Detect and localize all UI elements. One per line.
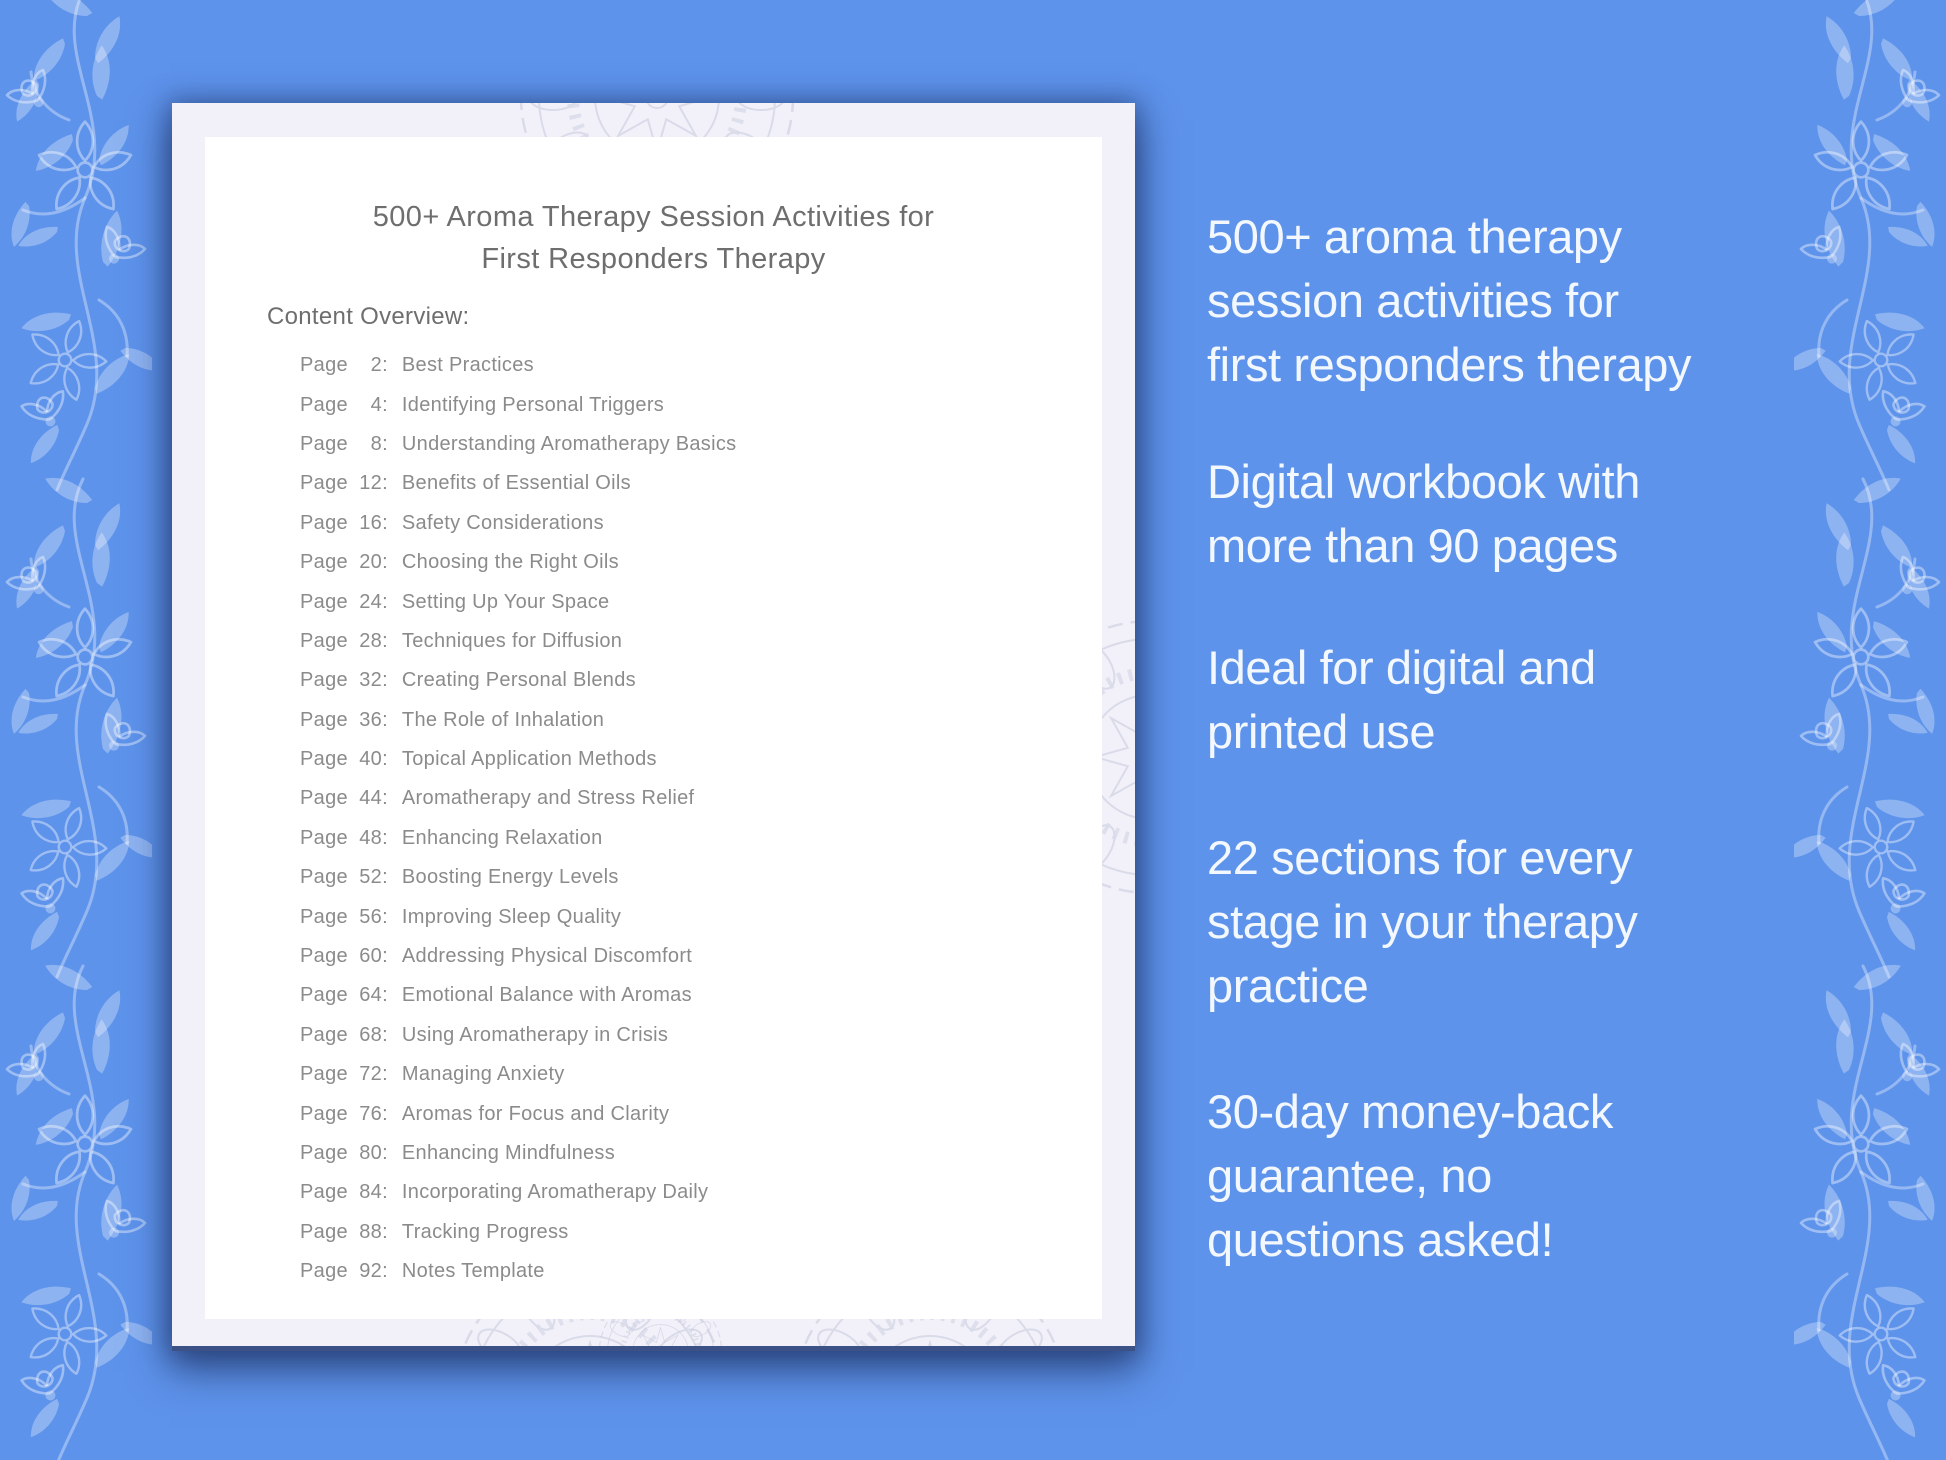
- toc-page-number: 68:: [359, 1023, 388, 1046]
- benefit-line: questions asked!: [1207, 1213, 1554, 1266]
- toc-page-label: Page: [300, 1260, 348, 1283]
- toc-page-label: Page: [300, 945, 348, 968]
- benefit-session-count: [1207, 205, 1691, 397]
- benefit-digital-workbook: [1207, 450, 1640, 578]
- toc-page-label: Page: [300, 984, 348, 1007]
- toc-item: [300, 740, 1060, 779]
- toc-item: [300, 1016, 1060, 1055]
- toc-item-title: Notes Template: [401, 1260, 545, 1283]
- toc-page-number: 12:: [359, 472, 388, 495]
- page-title-line-1: 500+ Aroma Therapy Session Activities for: [372, 201, 935, 233]
- toc-item-title: Understanding Aromatherapy Basics: [401, 432, 737, 455]
- benefit-line: guarantee, no: [1207, 1149, 1492, 1202]
- toc-item: [300, 1055, 1060, 1094]
- toc-item: [300, 858, 1060, 897]
- toc-page-number: 4:: [370, 393, 388, 416]
- toc-item: [300, 1134, 1060, 1173]
- toc-page-label: Page: [300, 1102, 348, 1125]
- toc-list: [300, 346, 1060, 1291]
- toc-page-number: 84:: [359, 1181, 388, 1204]
- toc-item-title: Benefits of Essential Oils: [401, 472, 631, 495]
- toc-page-label: Page: [300, 1063, 348, 1086]
- toc-item-title: Using Aromatherapy in Crisis: [401, 1023, 669, 1046]
- toc-page-label: Page: [300, 472, 348, 495]
- toc-page-number: 88:: [359, 1220, 388, 1243]
- benefit-line: 30-day money-back: [1207, 1085, 1613, 1138]
- toc-page-number: 20:: [359, 551, 388, 574]
- benefit-line: 500+ aroma therapy: [1207, 210, 1622, 263]
- toc-page-number: 72:: [359, 1063, 388, 1086]
- toc-item-title: Setting Up Your Space: [401, 590, 610, 613]
- toc-item: [300, 976, 1060, 1015]
- toc-item-title: Improving Sleep Quality: [401, 905, 622, 928]
- toc-page-number: 76:: [359, 1102, 388, 1125]
- toc-item: [300, 701, 1060, 740]
- toc-item-title: Aromas for Focus and Clarity: [401, 1102, 670, 1125]
- benefit-line: Ideal for digital and: [1207, 641, 1596, 694]
- toc-item-title: Choosing the Right Oils: [401, 551, 619, 574]
- toc-item: [300, 582, 1060, 621]
- benefit-line: first responders therapy: [1207, 338, 1692, 391]
- toc-page-number: 56:: [359, 905, 388, 928]
- toc-item: [300, 504, 1060, 543]
- toc-page-label: Page: [300, 354, 348, 377]
- toc-item: [300, 385, 1060, 424]
- toc-item: [300, 425, 1060, 464]
- toc-item: [300, 779, 1060, 818]
- toc-item-title: The Role of Inhalation: [401, 708, 605, 731]
- toc-page-number: 36:: [359, 708, 388, 731]
- toc-item-title: Identifying Personal Triggers: [401, 393, 665, 416]
- toc-page-number: 60:: [359, 945, 388, 968]
- benefit-line: session activities for: [1207, 274, 1619, 327]
- workbook-page: [172, 103, 1135, 1351]
- toc-page-label: Page: [300, 905, 348, 928]
- section-heading: Content Overview:: [267, 303, 470, 330]
- toc-page-label: Page: [300, 1023, 348, 1046]
- page-title-line-2: First Responders Therapy: [481, 243, 826, 275]
- toc-page-number: 2:: [370, 354, 388, 377]
- toc-page-number: 92:: [359, 1260, 388, 1283]
- toc-item-title: Tracking Progress: [401, 1220, 569, 1243]
- toc-item: [300, 1173, 1060, 1212]
- toc-item: [300, 1094, 1060, 1133]
- toc-item-title: Managing Anxiety: [401, 1063, 565, 1086]
- toc-page-label: Page: [300, 1142, 348, 1164]
- toc-page-label: Page: [300, 826, 348, 849]
- benefit-line: printed use: [1207, 705, 1436, 758]
- floral-vine-right-icon: [1794, 0, 1946, 1460]
- toc-item-title: Techniques for Diffusion: [401, 629, 623, 652]
- benefit-line: 22 sections for every: [1207, 831, 1633, 884]
- toc-item-title: Best Practices: [401, 354, 534, 377]
- toc-item: [300, 1252, 1060, 1291]
- toc-page-number: 8:: [370, 432, 388, 455]
- benefit-line: practice: [1207, 959, 1369, 1012]
- benefit-line: more than 90 pages: [1207, 519, 1618, 572]
- toc-page-number: 52:: [359, 866, 388, 889]
- toc-page-label: Page: [300, 590, 348, 613]
- toc-page-number: 40:: [359, 748, 388, 771]
- benefit-line: Digital workbook with: [1207, 455, 1641, 508]
- toc-item-title: Enhancing Relaxation: [401, 826, 603, 849]
- toc-item-title: Aromatherapy and Stress Relief: [401, 787, 695, 810]
- toc-page-label: Page: [300, 629, 348, 652]
- toc-item-title: Incorporating Aromatherapy Daily: [401, 1181, 709, 1204]
- toc-item-title: Addressing Physical Discomfort: [401, 945, 693, 968]
- toc-page-number: 16:: [359, 511, 388, 534]
- toc-page-label: Page: [300, 787, 348, 810]
- toc-page-label: Page: [300, 708, 348, 731]
- toc-page-label: Page: [300, 1220, 348, 1243]
- toc-item: [300, 661, 1060, 700]
- toc-item: [300, 897, 1060, 936]
- toc-page-number: 32:: [359, 669, 388, 692]
- toc-item: [300, 346, 1060, 385]
- benefit-sections: [1207, 826, 1638, 1018]
- benefit-guarantee: [1207, 1080, 1613, 1272]
- toc-page-label: Page: [300, 432, 348, 455]
- benefit-digital-printed: [1207, 636, 1596, 764]
- toc-item: [300, 622, 1060, 661]
- toc-page-label: Page: [300, 1181, 348, 1204]
- page-title: [205, 196, 1102, 280]
- toc-item: [300, 543, 1060, 582]
- toc-page-number: 48:: [359, 826, 388, 849]
- toc-page-number: 44:: [359, 787, 388, 810]
- toc-page-label: Page: [300, 748, 348, 771]
- toc-page-label: Page: [300, 866, 348, 889]
- toc-item-title: Emotional Balance with Aromas: [401, 984, 692, 1007]
- toc-item: [300, 1213, 1060, 1252]
- toc-item: [300, 937, 1060, 976]
- toc-page-number: 64:: [359, 984, 388, 1007]
- toc-page-label: Page: [300, 511, 348, 534]
- toc-page-number: 28:: [359, 629, 388, 652]
- toc-page-label: Page: [300, 393, 348, 416]
- toc-item-title: Boosting Energy Levels: [401, 866, 619, 889]
- toc-page-number: 80:: [359, 1142, 388, 1164]
- benefit-line: stage in your therapy: [1207, 895, 1638, 948]
- toc-item-title: Creating Personal Blends: [401, 669, 636, 692]
- toc-page-number: 24:: [359, 590, 388, 613]
- toc-item-title: Safety Considerations: [401, 511, 604, 534]
- toc-item: [300, 819, 1060, 858]
- toc-page-label: Page: [300, 669, 348, 692]
- toc-page-label: Page: [300, 551, 348, 574]
- toc-item-title: Topical Application Methods: [401, 748, 657, 771]
- toc-item: [300, 464, 1060, 503]
- toc-item-title: Enhancing Mindfulness: [401, 1142, 616, 1164]
- floral-vine-left-icon: [0, 0, 152, 1460]
- page-content-area: [205, 137, 1102, 1319]
